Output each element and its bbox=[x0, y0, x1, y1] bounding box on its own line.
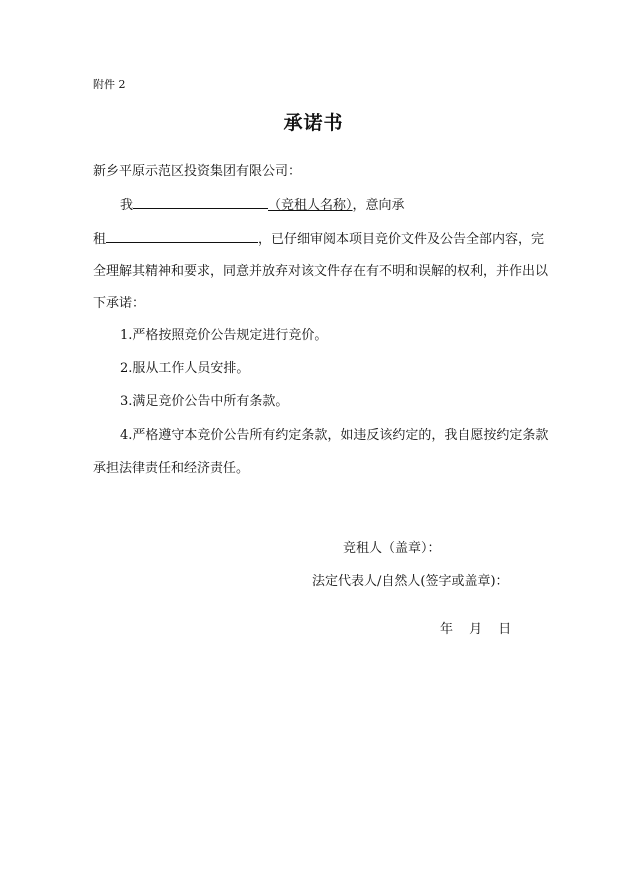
commitment-item: 4.严格遵守本竞价公告所有约定条款，如违反该约定的，我自愿按约定条款 bbox=[120, 428, 549, 443]
lease-object-line bbox=[93, 228, 544, 247]
body-text-line: 全理解其精神和要求，同意并放弃对该文件存在有不明和误解的权利，并作出以 bbox=[93, 264, 549, 279]
bidder-name-blank-label: （竞租人名称） bbox=[268, 198, 353, 213]
commitment-item: 3.满足竞价公告中所有条款。 bbox=[120, 394, 289, 409]
bidder-name-blank bbox=[133, 194, 268, 209]
body-text-line: 下承诺： bbox=[93, 296, 146, 311]
line2-suffix: ，已仔细审阅本项目竞价文件及公告全部内容，完 bbox=[258, 232, 545, 247]
line2-prefix: 租 bbox=[93, 232, 107, 247]
lease-object-blank bbox=[106, 228, 258, 243]
line1-prefix: 我 bbox=[120, 198, 134, 213]
bidder-seal-label: 竞租人（盖章）： bbox=[343, 541, 441, 556]
bidder-name-line bbox=[120, 194, 405, 213]
line1-suffix: ，意向承 bbox=[352, 198, 405, 213]
commitment-item: 1.严格按照竞价公告规定进行竞价。 bbox=[120, 328, 328, 343]
attachment-label: 附件 2 bbox=[93, 78, 126, 91]
page-title: 承诺书 bbox=[283, 112, 344, 134]
representative-signature-label: 法定代表人/自然人(签字或盖章)： bbox=[312, 574, 509, 589]
commitment-item-continued: 承担法律责任和经济责任。 bbox=[93, 461, 250, 476]
addressee-line: 新乡平原示范区投资集团有限公司： bbox=[93, 164, 302, 179]
commitment-item: 2.服从工作人员安排。 bbox=[120, 361, 250, 376]
date-label: 年 月 日 bbox=[440, 622, 512, 637]
